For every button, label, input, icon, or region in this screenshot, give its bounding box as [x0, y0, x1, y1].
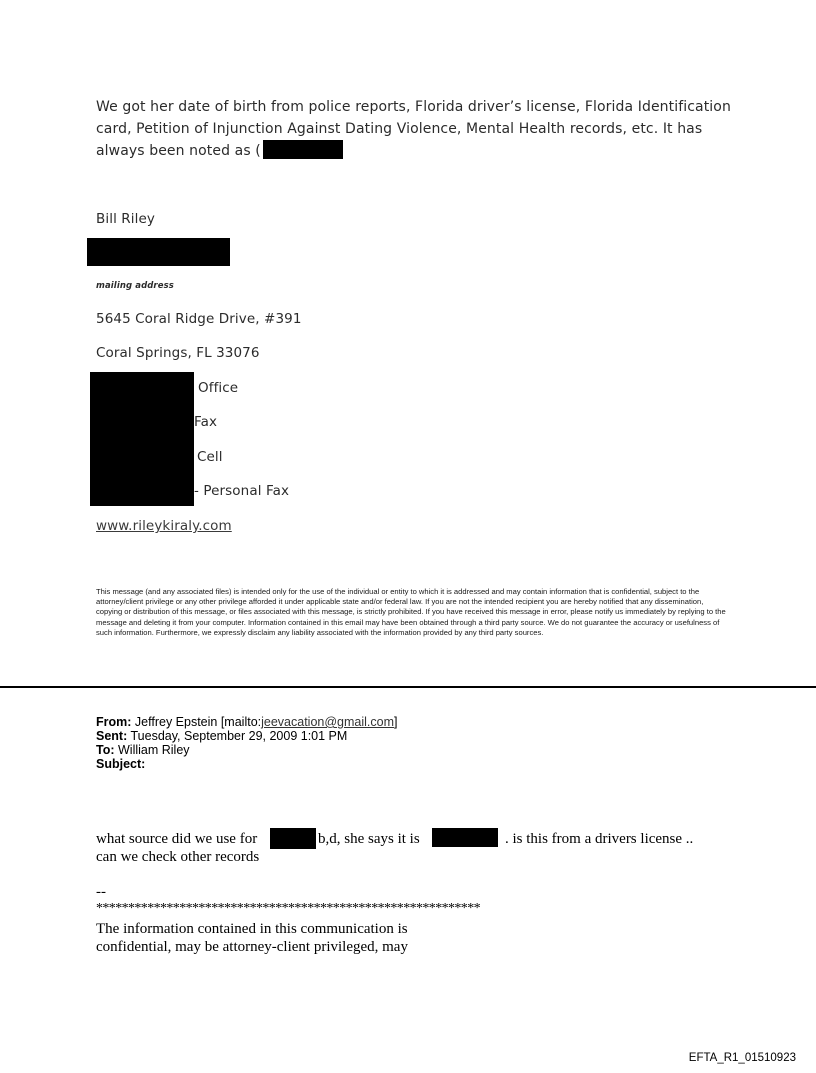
- body-part-2: b,d, she says it is: [318, 831, 420, 847]
- phone-label-personal-fax: - Personal Fax: [194, 483, 290, 499]
- website-link[interactable]: www.rileykiraly.com: [96, 518, 232, 534]
- body-part-1: what source did we use for: [96, 831, 258, 847]
- redaction-title: [87, 238, 230, 266]
- reply-paragraph: [96, 97, 736, 163]
- to-label: To:: [96, 743, 115, 757]
- reply-text: We got her date of birth from police reports, Florida driver’s license, Florida Identification card, Petition of Injunction Against Dating Violence, Mental Health records, etc. It has always been noted as (: [96, 99, 731, 159]
- phone-label-cell: Cell: [197, 449, 223, 465]
- body-line-2: can we check other records: [96, 849, 260, 865]
- redaction-phone-numbers: [90, 372, 194, 506]
- header-to: [96, 744, 190, 757]
- confidentiality-line-1: The information contained in this communication is: [96, 921, 408, 937]
- header-from: [96, 716, 398, 729]
- redaction-dob: [263, 140, 343, 159]
- phone-label-fax: Fax: [194, 414, 218, 430]
- sent-value: Tuesday, September 29, 2009 1:01 PM: [130, 729, 348, 743]
- document-id: EFTA_R1_01510923: [688, 1052, 796, 1064]
- message-divider: [0, 686, 816, 688]
- signature-name: Bill Riley: [96, 211, 155, 227]
- subject-label: Subject:: [96, 757, 146, 771]
- mailing-address-label: mailing address: [96, 281, 174, 291]
- confidentiality-line-2: confidential, may be attorney-client privileged, may: [96, 939, 408, 955]
- to-value: William Riley: [118, 743, 190, 757]
- phone-label-office: Office: [198, 380, 239, 396]
- from-label: From:: [96, 715, 132, 729]
- sent-label: Sent:: [96, 729, 128, 743]
- body-part-3: . is this from a drivers license ..: [505, 831, 694, 847]
- header-sent: [96, 730, 347, 743]
- header-subject: [96, 758, 145, 771]
- redaction-name: [270, 828, 316, 849]
- city-state-zip: Coral Springs, FL 33076: [96, 345, 260, 361]
- from-close: ]: [394, 715, 398, 729]
- signature-dash: --: [96, 884, 106, 900]
- legal-disclaimer: This message (and any associated files) is intended only for the use of the individual or entity to which it is addressed and may contain information that is confidential, subject to the attorney/client privilege or any other privilege afforded it under applicable state and/or federal law. If you are not the intended recipient you are hereby notified that any dissemination, copying or distribution of this message, or files associated with this message, is strictly prohibited. If you have received this message in error, please notify us immediately by replying to the message and deleting it from your computer. Information contained in this email may have been obtained through a third party source. We do not guarantee the accuracy or usefulness of such information. Furthermore, we expressly disclaim any liability associated with the information provided by any third party sources.: [96, 587, 726, 637]
- redaction-date: [432, 828, 498, 847]
- street-address: 5645 Coral Ridge Drive, #391: [96, 311, 302, 327]
- from-email-link[interactable]: jeevacation@gmail.com: [261, 715, 395, 729]
- signature-stars: ************************************************************: [96, 901, 481, 916]
- from-name: Jeffrey Epstein [mailto:: [134, 715, 262, 729]
